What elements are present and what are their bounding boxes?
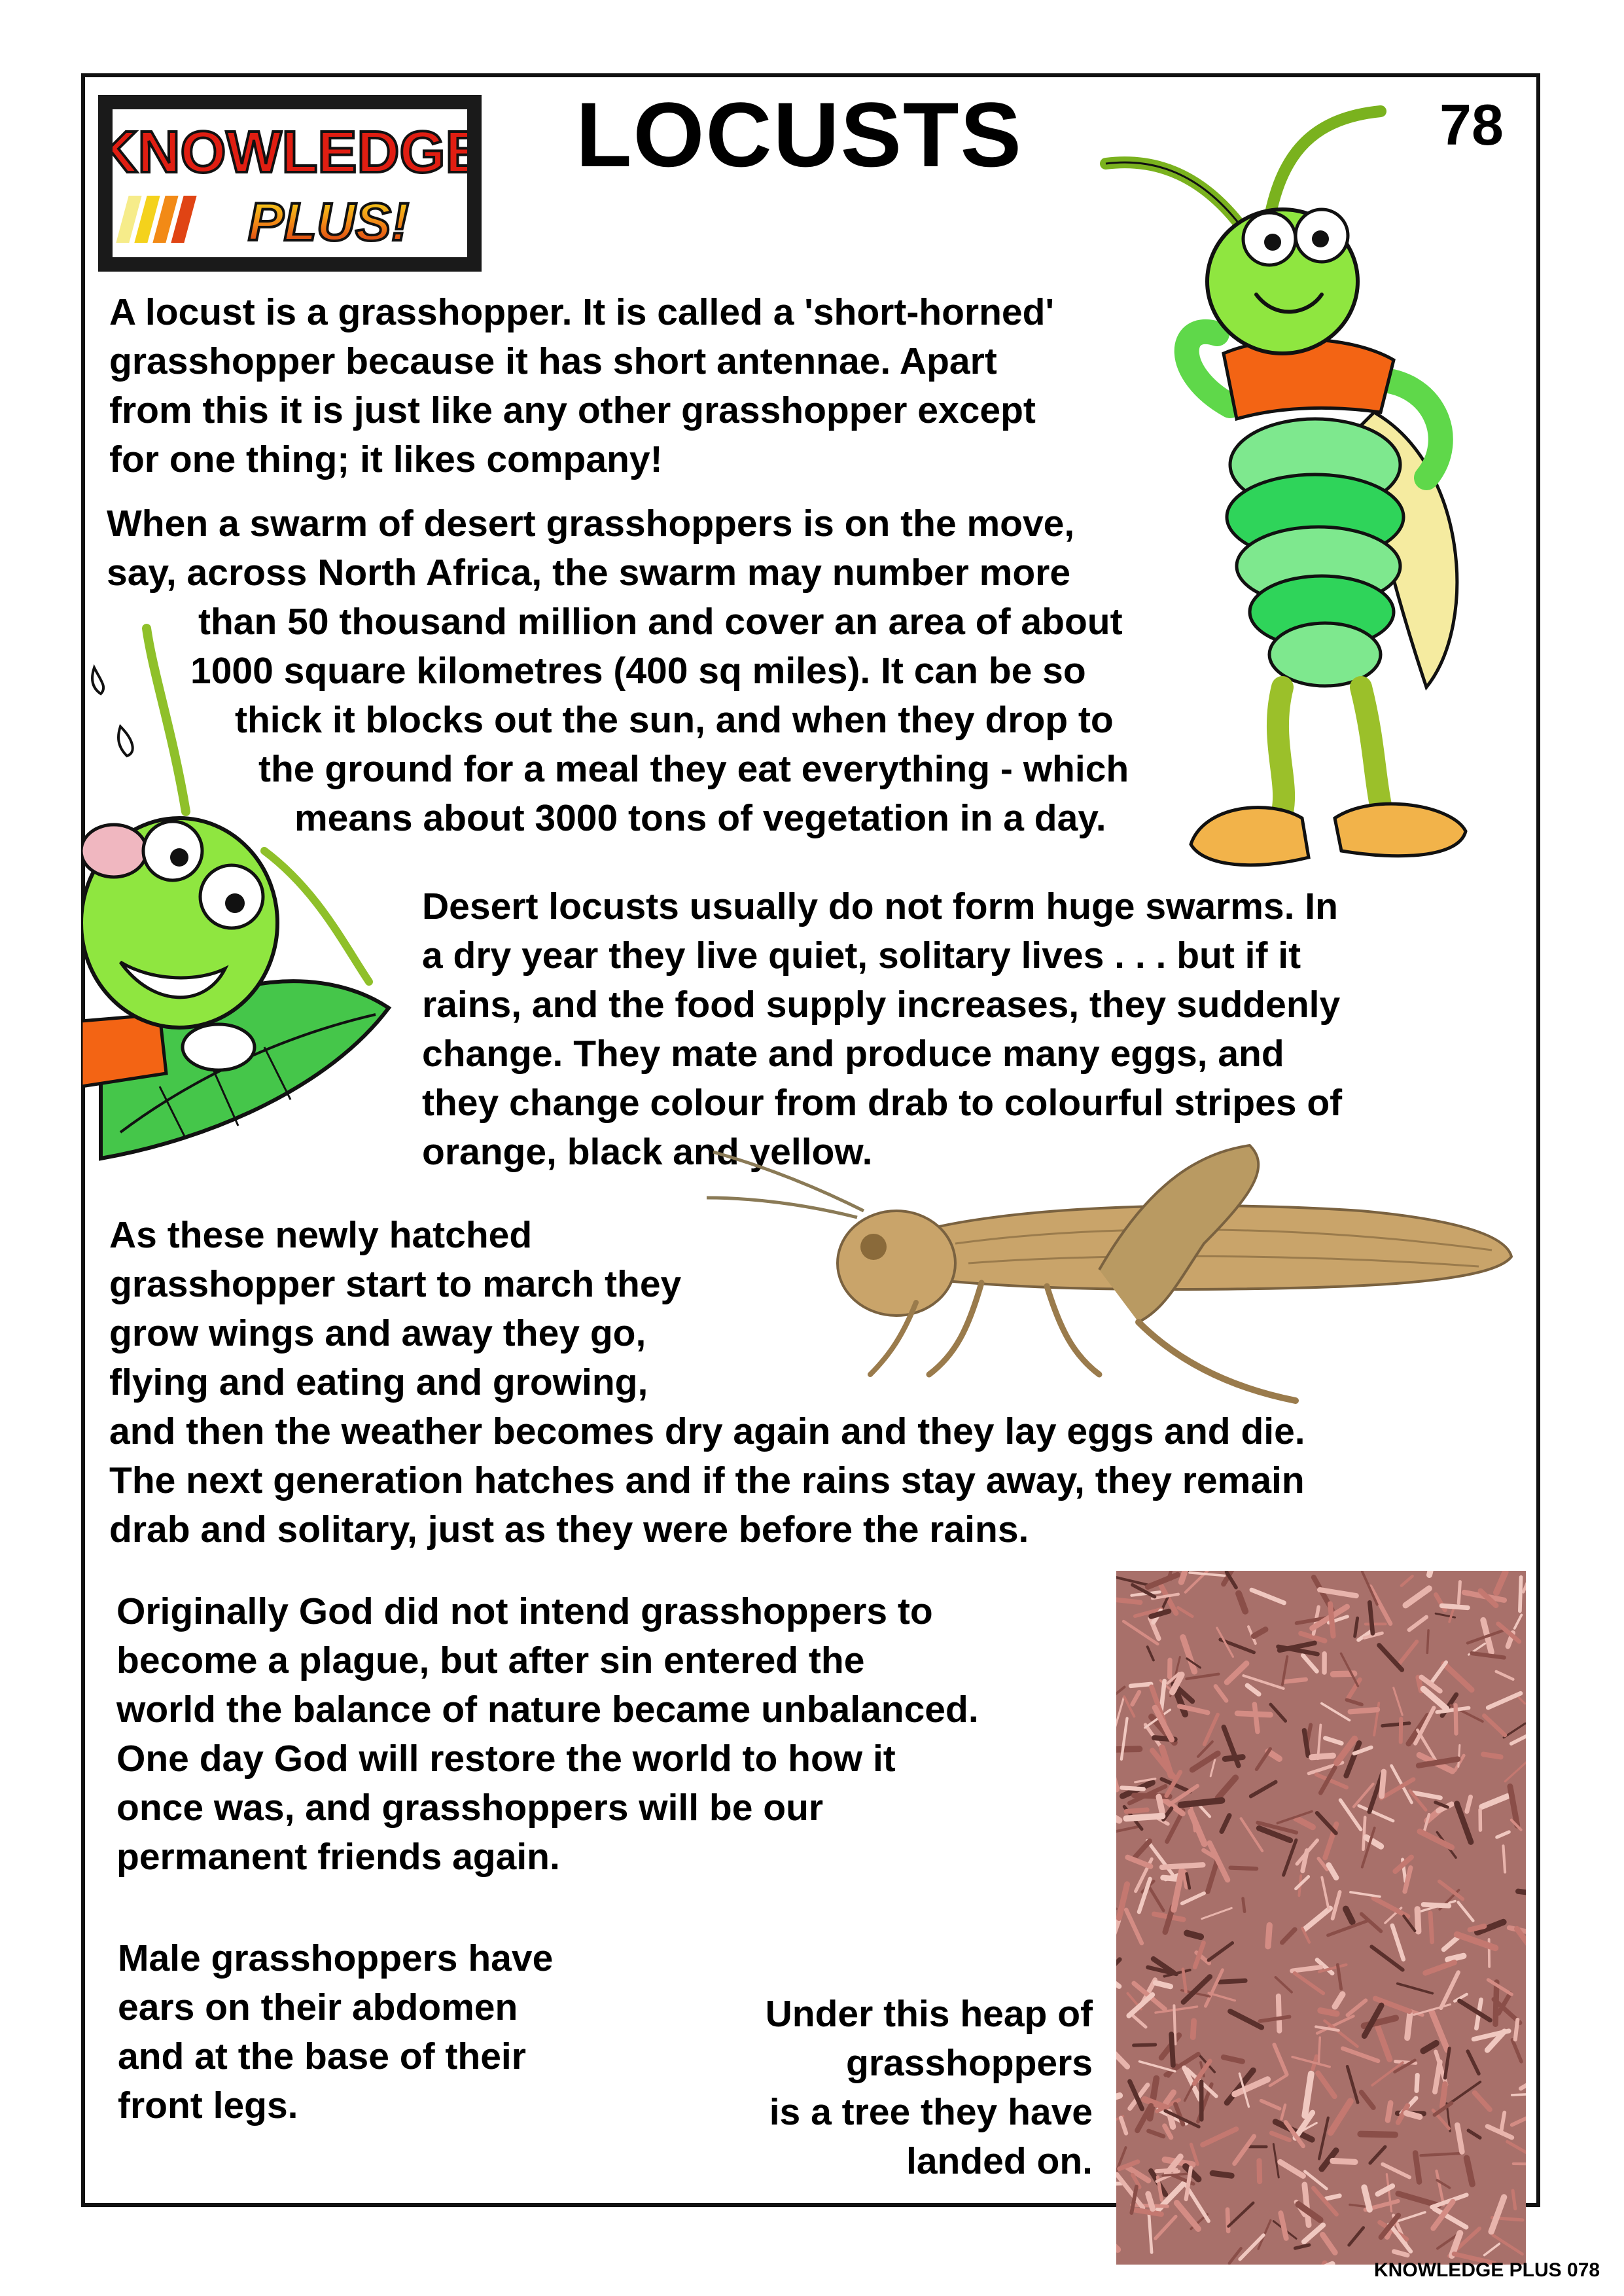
photo-texture-stroke (1407, 2015, 1410, 2038)
text-line: and then the weather becomes dry again and they lay eggs and die. (109, 1410, 1305, 1452)
photo-texture-stroke (1458, 1582, 1460, 1604)
text-line: grasshopper start to march they (109, 1263, 682, 1305)
photo-caption (700, 1990, 1093, 2186)
photo-texture-stroke (1363, 1818, 1365, 1850)
photo-texture-stroke (1330, 1604, 1333, 1636)
paragraph-god (116, 1587, 979, 1882)
photo-texture-stroke (1326, 2196, 1339, 2198)
text-line: landed on. (906, 2140, 1093, 2182)
page-title: LOCUSTS (576, 83, 1023, 186)
text-line: One day God will restore the world to how it (116, 1738, 896, 1780)
photo-texture-stroke (1243, 1899, 1244, 1912)
text-line: Desert locusts usually do not form huge swarms. In (422, 886, 1338, 927)
text-line: flying and eating and growing, (109, 1361, 648, 1403)
photo-texture-stroke (1126, 1816, 1162, 1819)
photo-texture-stroke (1401, 1719, 1402, 1742)
text-line: and at the base of their (118, 2036, 526, 2077)
photo-texture-stroke (1520, 1577, 1521, 1611)
text-line: than 50 thousand million and cover an area of about (198, 601, 1123, 643)
photo-texture-stroke (1174, 2005, 1175, 2044)
photo-texture-stroke (1406, 2113, 1419, 2117)
text-line: world the balance of nature became unbalanced. (116, 1689, 979, 1731)
paragraph-intro (109, 288, 1054, 484)
knowledge-plus-logo (98, 95, 482, 272)
text-line: The next generation hatches and if the rains stay away, they remain (109, 1460, 1305, 1501)
text-line: for one thing; it likes company! (109, 439, 663, 480)
photo-texture-stroke (1227, 2210, 1228, 2231)
photo-texture-stroke (1187, 1933, 1201, 1937)
photo-texture-stroke (1116, 1599, 1140, 1602)
page-number: 78 (1439, 92, 1504, 157)
text-line: permanent friends again. (116, 1836, 560, 1878)
photo-texture-stroke (1231, 1868, 1257, 1869)
photo-texture-stroke (1237, 1713, 1270, 1715)
photo-texture-stroke (1305, 2185, 1309, 2225)
text-line: once was, and grasshoppers will be our (116, 1787, 824, 1829)
text-line: a dry year they live quiet, solitary lives . . . but if it (422, 935, 1301, 977)
photo-texture-stroke (1159, 1797, 1162, 1812)
paragraph-desert-locusts (422, 882, 1342, 1177)
text-line: rains, and the food supply increases, they suddenly (422, 984, 1341, 1026)
text-line: grow wings and away they go, (109, 1312, 646, 1354)
photo-texture-stroke (1503, 1846, 1505, 1872)
photo-texture-stroke (1254, 1704, 1258, 1732)
text-line: When a swarm of desert grasshoppers is on the move, (107, 503, 1075, 545)
photo-texture-stroke (1126, 1810, 1147, 1812)
footer-text: KNOWLEDGE PLUS 078 (1374, 2259, 1600, 2281)
text-line: front legs. (118, 2085, 298, 2126)
photo-texture-stroke (1442, 2084, 1445, 2106)
photo-texture-stroke (1512, 2094, 1526, 2095)
photo-texture-stroke (1220, 1981, 1245, 1982)
photo-texture-stroke (1320, 2011, 1337, 2014)
photo-texture-stroke (1156, 1982, 1171, 1986)
photo-texture-stroke (1470, 1926, 1485, 1929)
photo-texture-stroke (1515, 2020, 1518, 2039)
logo-text-plus: PLUS! (248, 192, 409, 252)
photo-texture-stroke (1442, 1605, 1468, 1607)
text-line: Male grasshoppers have (118, 1937, 554, 1979)
text-line: means about 3000 tons of vegetation in a day. (294, 797, 1106, 839)
text-line: they change colour from drab to colourful stripes of (422, 1082, 1343, 1124)
photo-texture-stroke (1448, 1956, 1464, 1960)
photo-texture-stroke (1458, 1745, 1460, 1767)
photo-texture-stroke (1259, 2161, 1260, 2181)
paragraph-ears (118, 1934, 553, 2130)
photo-texture-stroke (1333, 2161, 1355, 2162)
photo-texture-stroke (1427, 1630, 1428, 1653)
photo-texture-stroke (1318, 2037, 1320, 2064)
text-line: As these newly hatched (109, 1214, 533, 1256)
photo-texture-stroke (1360, 2134, 1395, 2135)
text-line: grasshopper because it has short antennae. Apart (109, 340, 997, 382)
text-line: Originally God did not intend grasshoppers to (116, 1590, 933, 1632)
text-line: the ground for a meal they eat everything - which (258, 748, 1129, 790)
logo-text-knowledge: KNOWLEDGE (113, 120, 467, 185)
text-line: thick it blocks out the sun, and when they drop to (235, 699, 1114, 741)
photo-texture-stroke (1312, 1755, 1333, 1757)
photo-texture-stroke (1131, 1684, 1151, 1686)
text-line: change. They mate and produce many eggs, and (422, 1033, 1284, 1075)
text-line: say, across North Africa, the swarm may number more (107, 552, 1071, 594)
paragraph-swarm (107, 499, 1129, 843)
photo-texture-stroke (1382, 1772, 1384, 1796)
photo-texture-stroke (1157, 2170, 1176, 2171)
text-line: orange, black and yellow. (422, 1131, 873, 1173)
text-line: grasshoppers (846, 2042, 1093, 2084)
text-line: 1000 square kilometres (400 sq miles). It can be so (190, 650, 1086, 692)
photo-texture-stroke (1284, 1679, 1306, 1682)
text-line: drab and solitary, just as they were before the rains. (109, 1509, 1029, 1551)
photo-texture-stroke (1350, 1710, 1377, 1712)
photo-texture-stroke (1423, 1905, 1449, 1906)
photo-texture-stroke (1417, 1909, 1418, 1931)
photo-texture-stroke (1162, 1865, 1203, 1867)
photo-texture-stroke (1171, 2034, 1173, 2065)
photo-texture-stroke (1483, 1754, 1501, 1757)
photo-texture-stroke (1212, 2173, 1231, 2176)
photo-texture-stroke (1388, 2103, 1390, 2120)
text-line: is a tree they have (769, 2091, 1093, 2133)
text-line: A locust is a grasshopper. It is called a 'short-horned' (109, 291, 1055, 333)
photo-texture-stroke (1369, 1602, 1373, 1633)
photo-texture-stroke (1268, 1926, 1269, 1946)
grasshopper-heap-photo (1116, 1571, 1526, 2265)
photo-texture-stroke (1430, 1913, 1432, 1942)
photo-texture-stroke (1121, 1787, 1143, 1789)
text-line: ears on their abdomen (118, 1986, 518, 2028)
photo-texture-stroke (1163, 1878, 1176, 1879)
paragraph-newly-hatched (109, 1211, 1305, 1554)
photo-texture-stroke (1415, 2153, 1419, 2182)
text-line: Under this heap of (765, 1993, 1093, 2035)
text-line: become a plague, but after sin entered the (116, 1640, 865, 1681)
photo-texture-stroke (1181, 1801, 1222, 1805)
photo-texture-stroke (1496, 1982, 1497, 2024)
text-line: from this it is just like any other grasshopper except (109, 389, 1036, 431)
